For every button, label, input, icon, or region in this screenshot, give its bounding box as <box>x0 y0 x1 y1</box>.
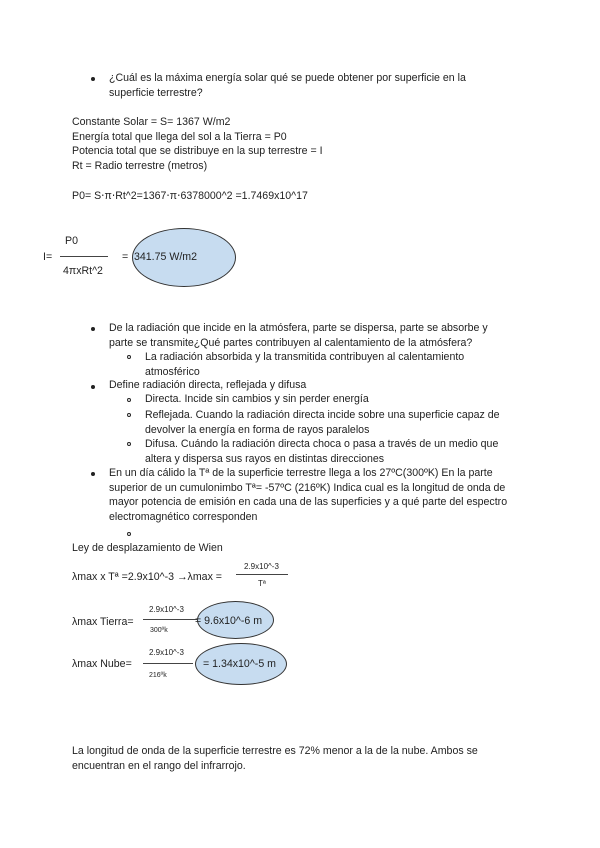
question-2-answer-line2: atmosférico <box>145 365 200 378</box>
radiation-difusa-line1: Difusa. Cuándo la radiación directa choca o pasa a través de un medio que <box>145 438 499 450</box>
i-formula-fraction-line <box>60 256 108 257</box>
sub-bullet-reflejada <box>127 413 131 417</box>
question-1-line1: ¿Cuál es la máxima energía solar qué se puede obtener por superficie en la <box>109 72 466 84</box>
question-4-line4: electromagnético corresponden <box>109 510 258 523</box>
wien-tierra-numerator: 2.9x10^-3 <box>149 605 184 614</box>
radiation-difusa <box>145 437 498 466</box>
sub-bullet-difusa <box>127 442 131 446</box>
wien-tierra-result: = 9.6x10^-6 m <box>195 615 263 627</box>
wien-law-numerator: 2.9x10^-3 <box>244 562 279 571</box>
radiation-reflejada <box>145 408 500 437</box>
wien-law-fraction-line <box>236 574 288 575</box>
wien-nube-result: = 1.34x10^-5 m <box>203 658 276 670</box>
wien-nube-lhs: λmax Nube= <box>72 658 132 670</box>
wien-law-lhs: λmax x Tª =2.9x10^-3 →λmax = <box>72 571 222 583</box>
wien-tierra-fraction-line <box>143 619 197 620</box>
i-formula-numerator: P0 <box>65 235 78 247</box>
wien-tierra-denominator: 300ºk <box>150 627 168 634</box>
question-2-line1: De la radiación que incide en la atmósfera, parte se dispersa, parte se absorbe y <box>109 322 488 334</box>
i-formula-denominator: 4πxRt^2 <box>63 265 103 277</box>
radiation-reflejada-line2: devolver la energía en forma de rayos paralelos <box>145 423 370 436</box>
wien-law-denominator: Tª <box>258 579 266 588</box>
definition-earth-radius: Rt = Radio terrestre (metros) <box>72 159 208 172</box>
radiation-reflejada-line1: Reflejada. Cuando la radiación directa incide sobre una superficie capaz de <box>145 409 500 421</box>
question-1-line2: superficie terrestre? <box>109 86 203 99</box>
definitions <box>72 115 323 173</box>
wien-title: Ley de desplazamiento de Wien <box>72 542 223 554</box>
i-formula-lhs: I= <box>43 251 53 263</box>
question-4-line1: En un día cálido la Tª de la superficie terrestre llega a los 27ºC(300ºK) En la parte <box>109 467 493 479</box>
sub-bullet-directa <box>127 398 131 402</box>
wien-nube-fraction-line <box>143 663 193 664</box>
definition-total-power: Potencia total que se distribuye en la sup terrestre = I <box>72 145 323 157</box>
definition-total-energy: Energía total que llega del sol a la Tierra = P0 <box>72 130 287 143</box>
question-4-line3: mayor potencia de emisión en cada una de las superficies y a qué parte del espectro <box>109 496 508 508</box>
bullet-q3 <box>91 385 95 389</box>
question-2-answer-line1: La radiación absorbida y la transmitida contribuyen al calentamiento <box>145 351 465 363</box>
wien-tierra-lhs: λmax Tierra= <box>72 616 134 628</box>
definition-solar-constant: Constante Solar = S= 1367 W/m2 <box>72 116 231 128</box>
wien-nube-numerator: 2.9x10^-3 <box>149 648 184 657</box>
conclusion-line1: La longitud de onda de la superficie terrestre es 72% menor a la de la nube. Ambos se <box>72 745 478 757</box>
question-2-answer <box>145 350 464 379</box>
i-formula-result: 341.75 W/m2 <box>134 251 198 263</box>
bullet-q1 <box>91 77 95 81</box>
question-3: Define radiación directa, reflejada y difusa <box>109 379 307 391</box>
conclusion <box>72 744 478 773</box>
question-1 <box>109 71 466 100</box>
question-2 <box>109 321 488 350</box>
question-4-line2: superior de un cumulonimbo Tª= -57ºC (216ºK) Indica cual es la longitud de onda de <box>109 481 506 494</box>
conclusion-line2: encuentran en el rango del infrarrojo. <box>72 759 246 772</box>
sub-bullet-empty <box>127 532 131 536</box>
radiation-difusa-line2: altera y dispersa sus rayos en distintas direcciones <box>145 452 385 465</box>
i-formula-equals: = <box>122 251 129 263</box>
question-4 <box>109 466 507 524</box>
sub-bullet-q2-answer <box>127 355 131 359</box>
bullet-q4 <box>91 472 95 476</box>
bullet-q2 <box>91 327 95 331</box>
radiation-directa: Directa. Incide sin cambios y sin perder energía <box>145 393 369 405</box>
question-2-line2: parte se transmite¿Qué partes contribuyen al calentamiento de la atmósfera? <box>109 336 473 349</box>
wien-nube-denominator: 216ºk <box>149 672 167 679</box>
p0-formula: P0= S⋅π⋅Rt^2=1367⋅π⋅6378000^2 =1.7469x10^17 <box>72 190 308 202</box>
